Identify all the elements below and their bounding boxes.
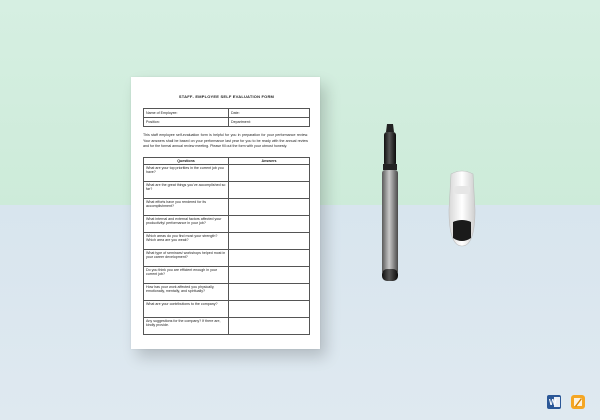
table-header-row bbox=[144, 157, 310, 164]
word-app-icon[interactable] bbox=[547, 395, 561, 409]
evaluation-form-paper bbox=[131, 77, 320, 349]
employee-info-table bbox=[143, 108, 310, 127]
answer-cell bbox=[229, 249, 310, 266]
answer-cell bbox=[229, 283, 310, 300]
form-title: STAFF- EMPLOYEE SELF EVALUATION FORM bbox=[178, 94, 275, 99]
answer-cell bbox=[229, 198, 310, 215]
table-row bbox=[144, 215, 310, 232]
question-cell: Which areas do you find most your strength? Which area are you weak? bbox=[144, 232, 229, 249]
name-label: Name of Employee: bbox=[144, 109, 229, 118]
table-row bbox=[144, 283, 310, 300]
table-row bbox=[144, 232, 310, 249]
table-row bbox=[144, 109, 310, 118]
app-icons bbox=[547, 395, 587, 409]
table-row bbox=[144, 300, 310, 317]
question-cell: How has your work affected you physically, emotionally, mentally, and spiritually? bbox=[144, 283, 229, 300]
questions-header: Questions bbox=[144, 157, 229, 164]
answer-cell bbox=[229, 232, 310, 249]
marker-pen bbox=[375, 124, 405, 284]
answer-cell bbox=[229, 300, 310, 317]
intro-paragraph: This staff employee self-evaluation form is helpful for you in preparation for your performance review. Your answers shall be based on your performance last year for you to be ready with the annual review and for the formal annual review meeting. Please fill out the form with your utmost honesty. bbox=[143, 133, 308, 148]
table-row bbox=[144, 317, 310, 334]
answer-cell bbox=[229, 266, 310, 283]
question-cell: What type of seminars/ workshops helped most in your career development? bbox=[144, 249, 229, 266]
answer-cell bbox=[229, 181, 310, 198]
svg-text:W: W bbox=[549, 398, 557, 407]
answer-cell bbox=[229, 317, 310, 334]
table-row bbox=[144, 181, 310, 198]
answer-cell bbox=[229, 164, 310, 181]
question-cell: What are your contributions to the company? bbox=[144, 300, 229, 317]
questions-table bbox=[143, 157, 310, 335]
question-cell: What are your top priorities in the current job you have? bbox=[144, 164, 229, 181]
table-row bbox=[144, 164, 310, 181]
pages-app-icon[interactable] bbox=[571, 395, 585, 409]
marker-cap bbox=[441, 170, 483, 250]
question-cell: Any suggestions for the company? If there are, kindly provide. bbox=[144, 317, 229, 334]
question-cell: Do you think you are efficient enough in your current job? bbox=[144, 266, 229, 283]
table-row bbox=[144, 249, 310, 266]
department-label: Department: bbox=[229, 118, 310, 127]
position-label: Position: bbox=[144, 118, 229, 127]
table-row bbox=[144, 118, 310, 127]
table-row bbox=[144, 198, 310, 215]
answer-cell bbox=[229, 215, 310, 232]
question-cell: What efforts have you rendered for its accomplishment? bbox=[144, 198, 229, 215]
question-cell: What are the great things you've accomplished so far? bbox=[144, 181, 229, 198]
table-row bbox=[144, 266, 310, 283]
answers-header: Answers bbox=[229, 157, 310, 164]
question-cell: What internal and external factors affected your productivity/ performance in your job? bbox=[144, 215, 229, 232]
date-label: Date: bbox=[229, 109, 310, 118]
